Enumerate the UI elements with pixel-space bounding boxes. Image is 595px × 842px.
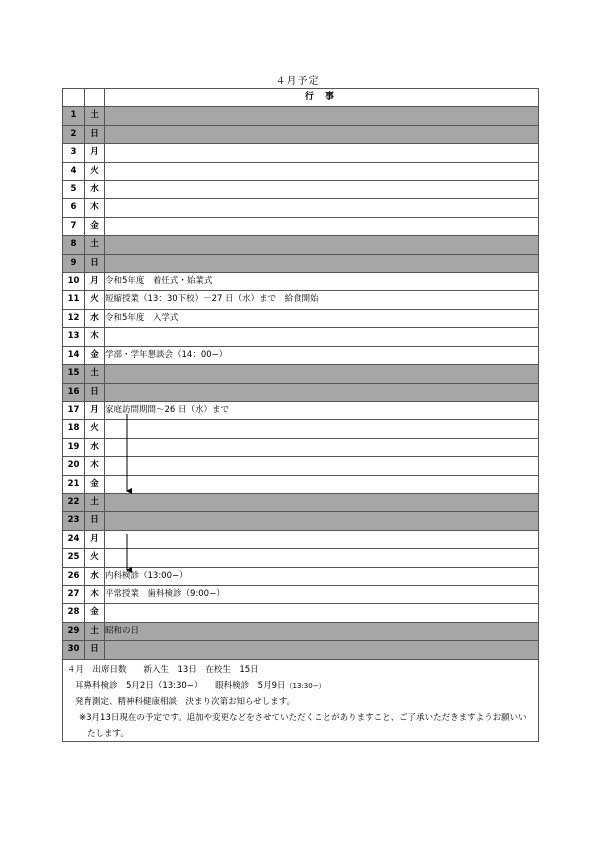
day-cell: 18 bbox=[63, 420, 85, 438]
weekday-cell: 月 bbox=[85, 144, 105, 162]
event-cell bbox=[105, 383, 539, 401]
day-cell: 27 bbox=[63, 585, 85, 603]
event-cell: 短縮授業（13：30下校）－27 日（水）まで 給食開始 bbox=[105, 291, 539, 309]
table-row bbox=[63, 144, 539, 162]
event-cell bbox=[105, 530, 539, 548]
day-cell: 16 bbox=[63, 383, 85, 401]
event-cell: 平常授業 歯科検診（9:00−） bbox=[105, 585, 539, 603]
day-cell: 21 bbox=[63, 475, 85, 493]
weekday-cell: 金 bbox=[85, 346, 105, 364]
event-cell bbox=[105, 162, 539, 180]
day-cell: 9 bbox=[63, 254, 85, 272]
weekday-cell: 木 bbox=[85, 585, 105, 603]
day-cell: 10 bbox=[63, 273, 85, 291]
event-cell bbox=[105, 438, 539, 456]
event-cell: 令和5年度 入学式 bbox=[105, 309, 539, 327]
table-row bbox=[63, 181, 539, 199]
weekday-cell: 日 bbox=[85, 125, 105, 143]
day-cell: 24 bbox=[63, 530, 85, 548]
day-cell: 2 bbox=[63, 125, 85, 143]
page-title: ４月予定 bbox=[275, 76, 320, 87]
event-cell bbox=[105, 181, 539, 199]
day-cell: 20 bbox=[63, 457, 85, 475]
table-row bbox=[63, 475, 539, 493]
header-weekday-cell bbox=[85, 89, 105, 107]
weekday-cell: 木 bbox=[85, 457, 105, 475]
day-cell: 29 bbox=[63, 622, 85, 640]
day-cell: 28 bbox=[63, 604, 85, 622]
weekday-cell: 木 bbox=[85, 199, 105, 217]
weekday-cell: 金 bbox=[85, 604, 105, 622]
table-row bbox=[63, 273, 539, 291]
measurement-note: 発育測定、精神科健康相談 決まり次第お知らせします。 bbox=[75, 697, 296, 707]
table-row bbox=[63, 438, 539, 456]
day-cell: 26 bbox=[63, 567, 85, 585]
weekday-cell: 日 bbox=[85, 512, 105, 530]
table-row bbox=[63, 530, 539, 548]
event-cell bbox=[105, 365, 539, 383]
event-cell bbox=[105, 493, 539, 511]
table-row bbox=[63, 604, 539, 622]
day-cell: 22 bbox=[63, 493, 85, 511]
weekday-cell: 土 bbox=[85, 622, 105, 640]
table-row bbox=[63, 217, 539, 235]
event-cell bbox=[105, 475, 539, 493]
table-row bbox=[63, 346, 539, 364]
attendance-note: ４月 出席日数 新入生 13日 在校生 15日 bbox=[67, 665, 259, 675]
day-cell: 7 bbox=[63, 217, 85, 235]
weekday-cell: 日 bbox=[85, 641, 105, 659]
header-day-cell bbox=[63, 89, 85, 107]
weekday-cell: 月 bbox=[85, 530, 105, 548]
event-cell: 学部・学年懇談会（14：00−） bbox=[105, 346, 539, 364]
day-cell: 25 bbox=[63, 549, 85, 567]
weekday-cell: 木 bbox=[85, 328, 105, 346]
day-cell: 5 bbox=[63, 181, 85, 199]
weekday-cell: 水 bbox=[85, 309, 105, 327]
event-cell bbox=[105, 420, 539, 438]
table-row bbox=[63, 199, 539, 217]
table-row bbox=[63, 162, 539, 180]
weekday-cell: 月 bbox=[85, 401, 105, 419]
event-cell bbox=[105, 328, 539, 346]
day-cell: 23 bbox=[63, 512, 85, 530]
weekday-cell: 水 bbox=[85, 438, 105, 456]
weekday-cell: 火 bbox=[85, 162, 105, 180]
notes-box bbox=[62, 660, 539, 742]
day-cell: 30 bbox=[63, 641, 85, 659]
checkup-note-main: 耳鼻科検診 5月2日（13:30−） 眼科検診 5月9日 bbox=[75, 681, 286, 691]
table-row bbox=[63, 125, 539, 143]
event-cell: 昭和の日 bbox=[105, 622, 539, 640]
event-cell bbox=[105, 144, 539, 162]
weekday-cell: 日 bbox=[85, 383, 105, 401]
day-cell: 15 bbox=[63, 365, 85, 383]
table-row bbox=[63, 641, 539, 659]
event-cell bbox=[105, 125, 539, 143]
weekday-cell: 土 bbox=[85, 107, 105, 125]
table-row bbox=[63, 512, 539, 530]
event-cell bbox=[105, 512, 539, 530]
weekday-cell: 火 bbox=[85, 291, 105, 309]
disclaimer-note: ※3月13日現在の予定です。追加や変更などをさせていただくことがありますこと、ご了承いただきますようお願いいたします。 bbox=[79, 713, 527, 739]
schedule-table bbox=[62, 88, 539, 660]
event-cell bbox=[105, 107, 539, 125]
table-row bbox=[63, 401, 539, 419]
weekday-cell: 水 bbox=[85, 567, 105, 585]
weekday-cell: 金 bbox=[85, 217, 105, 235]
weekday-cell: 金 bbox=[85, 475, 105, 493]
day-cell: 13 bbox=[63, 328, 85, 346]
checkup-note-time: （13:30−） bbox=[285, 682, 326, 690]
day-cell: 3 bbox=[63, 144, 85, 162]
event-cell bbox=[105, 641, 539, 659]
day-cell: 11 bbox=[63, 291, 85, 309]
header-event-cell: 行 事 bbox=[105, 89, 539, 107]
table-row bbox=[63, 383, 539, 401]
day-cell: 14 bbox=[63, 346, 85, 364]
table-row bbox=[63, 365, 539, 383]
weekday-cell: 土 bbox=[85, 493, 105, 511]
event-cell bbox=[105, 217, 539, 235]
event-cell bbox=[105, 236, 539, 254]
table-row bbox=[63, 236, 539, 254]
table-row bbox=[63, 328, 539, 346]
event-cell: 令和5年度 着任式・始業式 bbox=[105, 273, 539, 291]
weekday-cell: 火 bbox=[85, 420, 105, 438]
weekday-cell: 火 bbox=[85, 549, 105, 567]
day-cell: 19 bbox=[63, 438, 85, 456]
event-cell bbox=[105, 199, 539, 217]
table-row bbox=[63, 585, 539, 603]
weekday-cell: 水 bbox=[85, 181, 105, 199]
event-cell bbox=[105, 457, 539, 475]
event-cell: 内科検診（13:00−） bbox=[105, 567, 539, 585]
checkup-note bbox=[67, 678, 534, 694]
table-row bbox=[63, 420, 539, 438]
table-row bbox=[63, 291, 539, 309]
day-cell: 6 bbox=[63, 199, 85, 217]
table-row bbox=[63, 254, 539, 272]
table-row bbox=[63, 457, 539, 475]
event-cell bbox=[105, 604, 539, 622]
day-cell: 4 bbox=[63, 162, 85, 180]
table-row bbox=[63, 493, 539, 511]
weekday-cell: 土 bbox=[85, 365, 105, 383]
table-header-row bbox=[63, 89, 539, 107]
event-cell: 家庭訪問期間～26 日（水）まで bbox=[105, 401, 539, 419]
weekday-cell: 日 bbox=[85, 254, 105, 272]
weekday-cell: 土 bbox=[85, 236, 105, 254]
day-cell: 8 bbox=[63, 236, 85, 254]
day-cell: 17 bbox=[63, 401, 85, 419]
event-cell bbox=[105, 254, 539, 272]
table-row bbox=[63, 549, 539, 567]
weekday-cell: 月 bbox=[85, 273, 105, 291]
day-cell: 1 bbox=[63, 107, 85, 125]
day-cell: 12 bbox=[63, 309, 85, 327]
table-row bbox=[63, 622, 539, 640]
table-row bbox=[63, 567, 539, 585]
event-cell bbox=[105, 549, 539, 567]
table-row bbox=[63, 309, 539, 327]
table-row bbox=[63, 107, 539, 125]
